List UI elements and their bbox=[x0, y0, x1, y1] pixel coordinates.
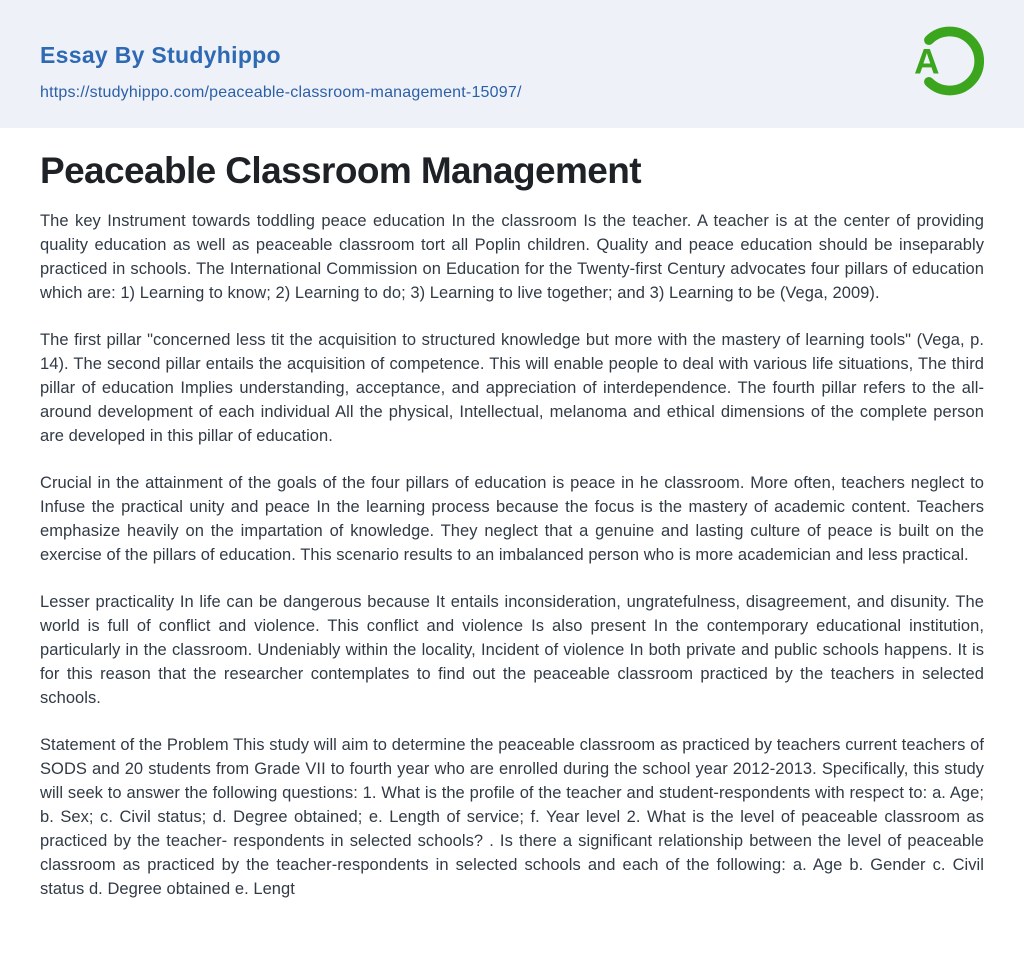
article-paragraph-2: The first pillar "concerned less tit the acquisition to structured knowledge but more with the mastery of learning tools" (Vega, p. 14). The second pillar entails the acquisition of competence. This will enable people to deal with various life situations, The third pillar of education Implies understanding, acceptance, and appreciation of interdependence. The fourth pillar refers to the all-around development of each individual All the physical, Intellectual, melanoma and ethical dimensions of the complete person are developed in this pillar of education. bbox=[40, 331, 984, 445]
article-title: Peaceable Classroom Management bbox=[40, 150, 641, 191]
page-header bbox=[0, 0, 1024, 128]
logo-letter: A bbox=[914, 42, 940, 82]
article bbox=[0, 150, 1024, 941]
article-url-link[interactable]: https://studyhippo.com/peaceable-classroom-management-15097/ bbox=[40, 84, 522, 101]
article-paragraph-5: Statement of the Problem This study will aim to determine the peaceable classroom as practiced by teachers current teachers of SODS and 20 students from Grade VII to fourth year who are enrolled during the school year 2012-2013. Specifically, this study will seek to answer the following questions: 1. What is the profile of the teacher and student-respondents with respect to: a. Age; b. Sex; c. Civil status; d. Degree obtained; e. Length of service; f. Year level 2. What is the level of peaceable classroom as practiced by the teacher- respondents in selected schools? . Is there a significant relationship between the level of peaceable classroom as practiced by the teacher-respondents in selected schools and each of the following: a. Age b. Gender c. Civil status d. Degree obtained e. Lengt bbox=[40, 736, 984, 898]
studyhippo-logo-icon bbox=[904, 17, 992, 105]
article-paragraph-3: Crucial in the attainment of the goals of the four pillars of education is peace in he classroom. More often, teachers neglect to Infuse the practical unity and peace In the learning process because the focus is the mastery of academic content. Teachers emphasize heavily on the impartation of knowledge. They neglect that a genuine and lasting culture of peace is built on the exercise of the pillars of education. This scenario results to an imbalanced person who is more academician and less practical. bbox=[40, 474, 984, 564]
site-byline: Essay By Studyhippo bbox=[40, 42, 281, 68]
header-text-block bbox=[40, 42, 984, 102]
article-paragraph-1: The key Instrument towards toddling peace education In the classroom Is the teacher. A teacher is at the center of providing quality education as well as peaceable classroom tort all Poplin children. Quality and peace education should be inseparably practiced in schools. The International Commission on Education for the Twenty-first Century advocates four pillars of education which are: 1) Learning to know; 2) Learning to do; 3) Learning to live together; and 3) Learning to be (Vega, 2009). bbox=[40, 212, 984, 302]
studyhippo-logo bbox=[904, 17, 992, 105]
article-paragraph-4: Lesser practicality In life can be dangerous because It entails inconsideration, ungratefulness, disagreement, and disunity. The world is full of conflict and violence. This conflict and violence Is also present In the contemporary educational institution, particularly in the classroom. Undeniably within the locality, Incident of violence In both private and public schools happens. It is for this reason that the researcher contemplates to find out the peaceable classroom practiced by the teachers in selected schools. bbox=[40, 593, 984, 707]
